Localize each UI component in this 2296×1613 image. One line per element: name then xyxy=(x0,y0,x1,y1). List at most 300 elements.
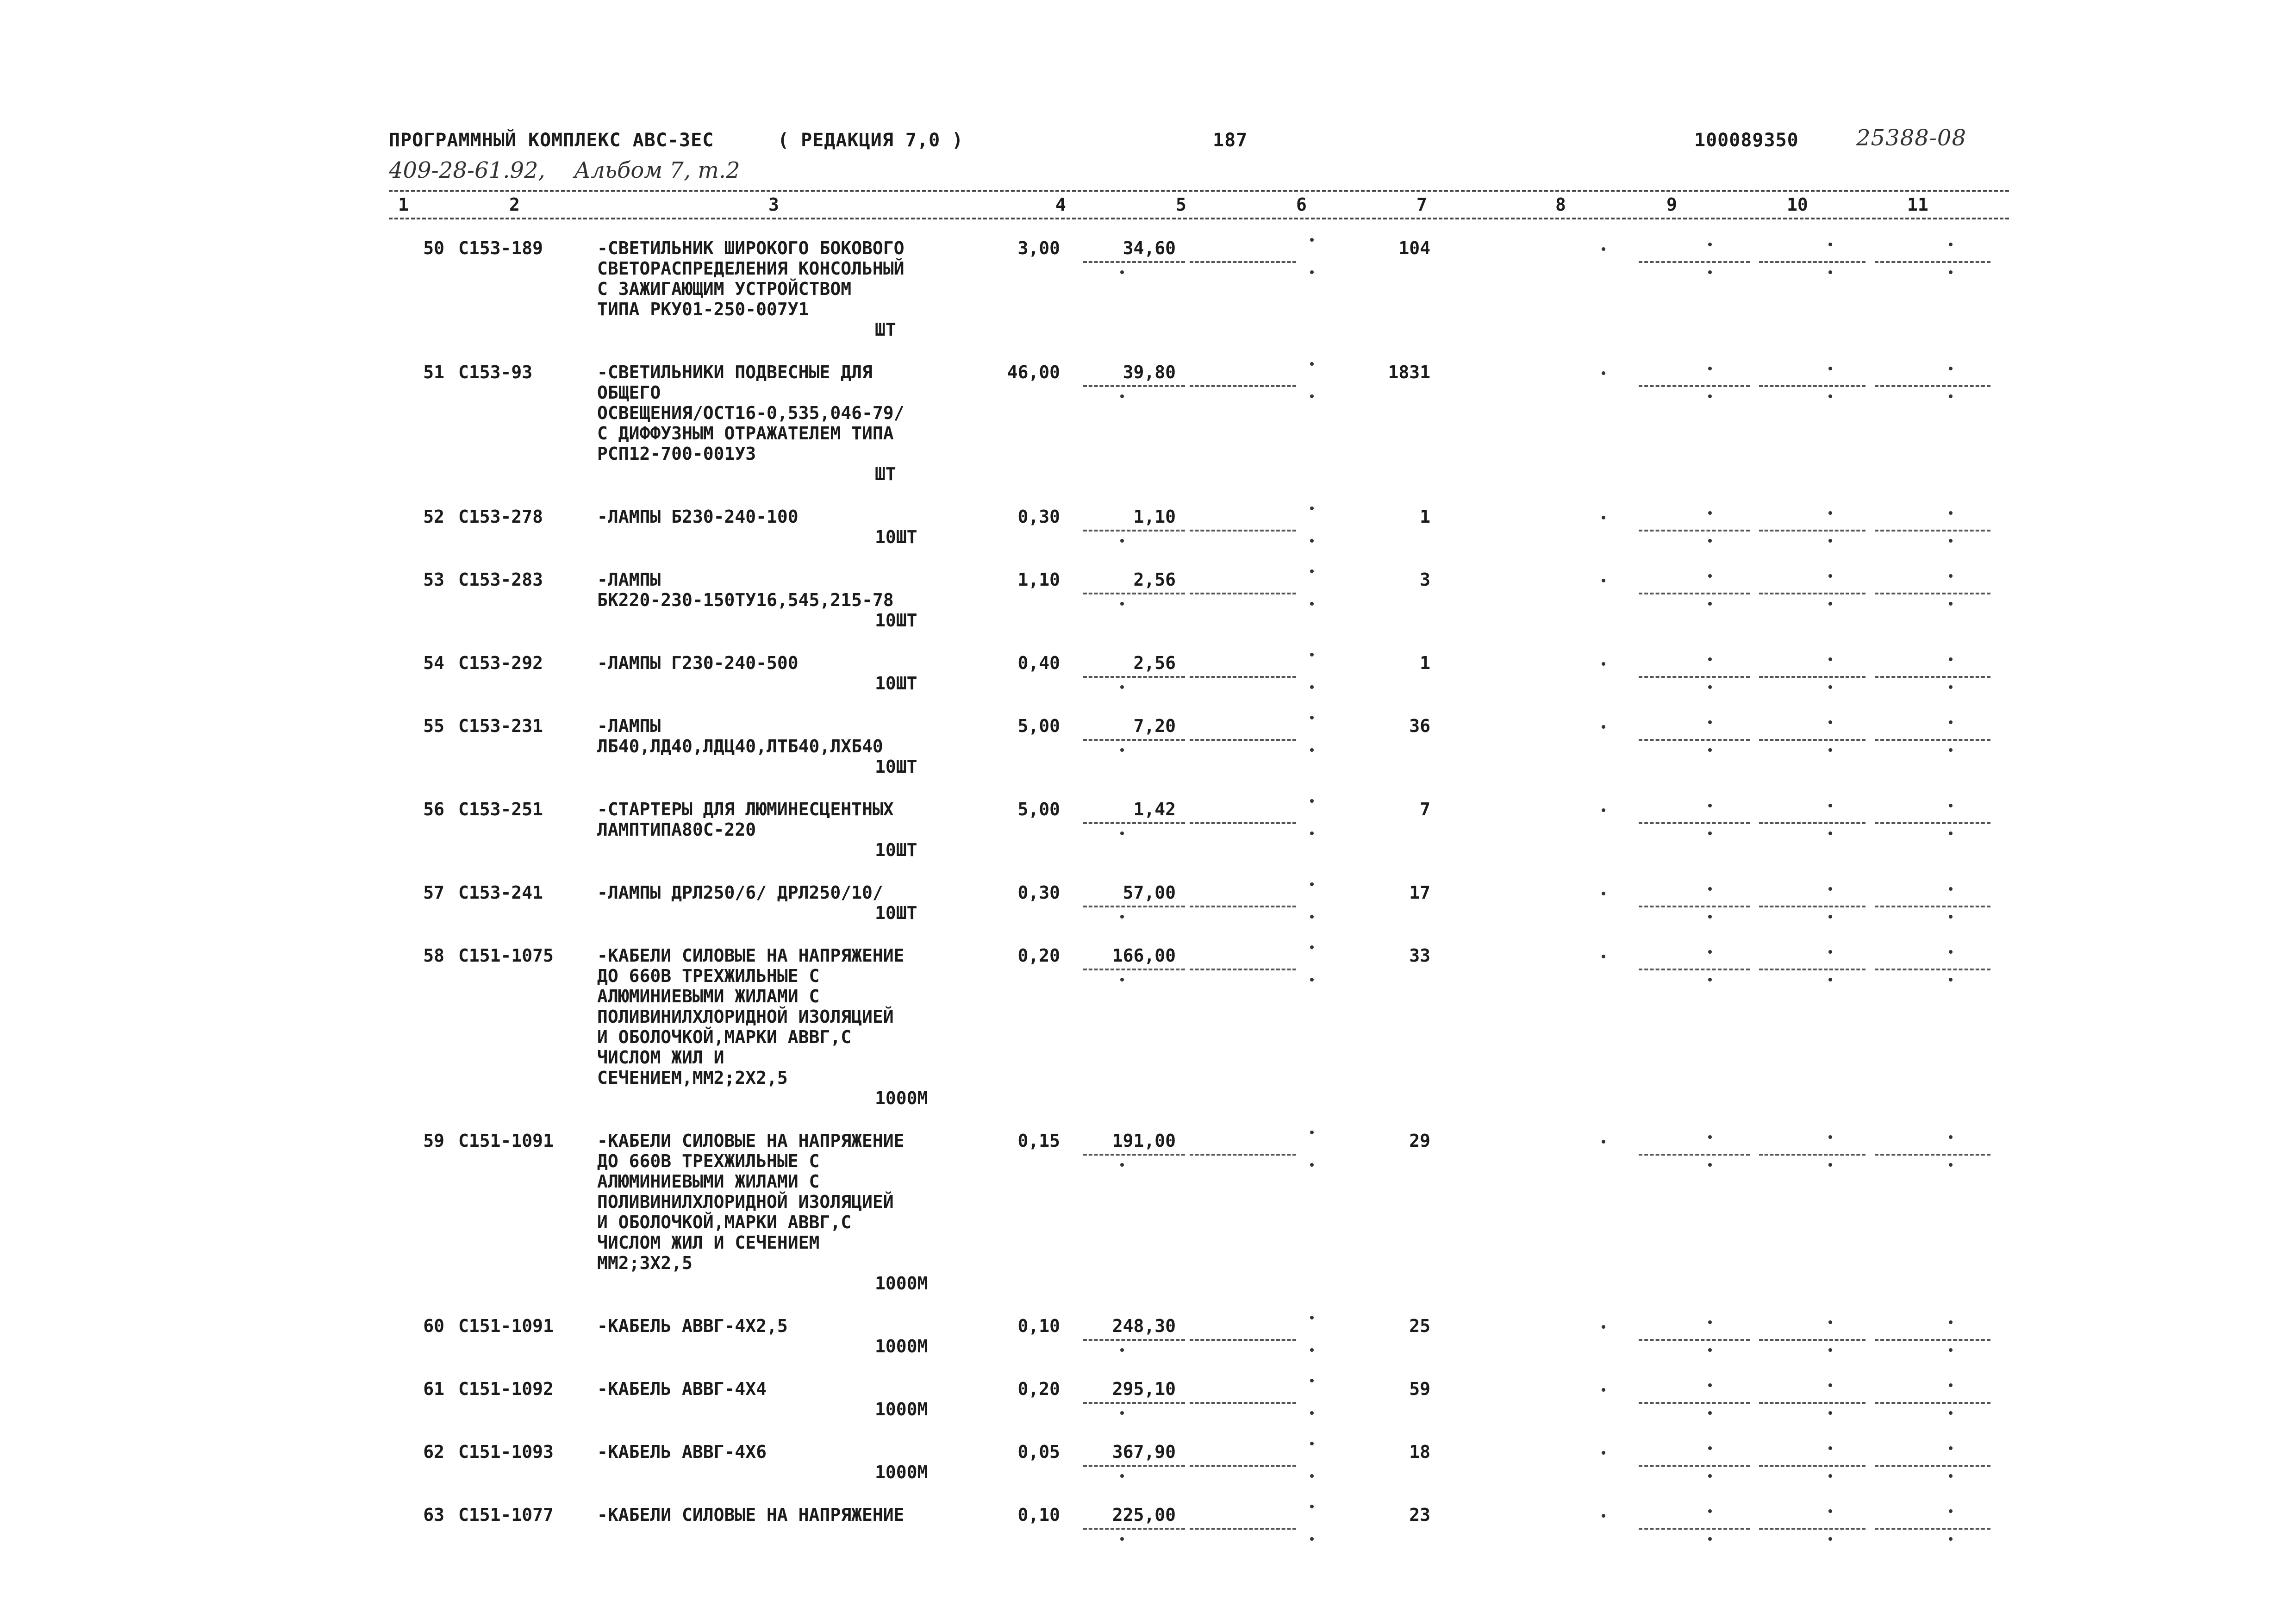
unit-of-measure: 10ШТ xyxy=(875,527,917,547)
dot-mark xyxy=(1708,1383,1712,1387)
dot-mark xyxy=(1708,915,1712,919)
total-cost: 1 xyxy=(1420,653,1430,673)
cell-divider xyxy=(1759,593,1866,594)
column-header: 7 xyxy=(1416,194,1427,215)
quantity: 3,00 xyxy=(1017,238,1060,258)
cell-divider xyxy=(1875,593,1990,594)
unit-of-measure: 10ШТ xyxy=(875,840,917,860)
dot-mark xyxy=(1310,882,1314,886)
cell-divider xyxy=(1759,969,1866,970)
cell-divider xyxy=(1875,739,1990,741)
quantity: 0,20 xyxy=(1017,1379,1060,1399)
column-header: 9 xyxy=(1666,194,1677,215)
cell-divider xyxy=(1639,1465,1750,1467)
divider xyxy=(389,218,2009,219)
dot-mark xyxy=(1949,270,1953,274)
dot-mark xyxy=(1602,725,1605,729)
price-code: С153-292 xyxy=(458,653,543,673)
cell-divider xyxy=(1759,1402,1866,1404)
dot-mark xyxy=(1949,720,1953,724)
cell-divider xyxy=(1639,385,1750,387)
column-header: 1 xyxy=(398,194,409,215)
dot-mark xyxy=(1949,1163,1953,1167)
dot-mark xyxy=(1120,1163,1124,1167)
page-header xyxy=(389,125,2009,157)
row-number: 52 xyxy=(423,506,444,527)
cell-divider xyxy=(1190,1154,1296,1156)
dot-mark xyxy=(1949,950,1953,954)
total-cost: 18 xyxy=(1409,1442,1430,1462)
cell-divider xyxy=(1759,906,1866,907)
total-cost: 1 xyxy=(1420,506,1430,527)
edition: ( РЕДАКЦИЯ 7,0 ) xyxy=(778,130,964,151)
column-header: 2 xyxy=(509,194,520,215)
dot-mark xyxy=(1828,574,1832,578)
dot-mark xyxy=(1828,804,1832,807)
row-number: 54 xyxy=(423,653,444,673)
unit-price: 2,56 xyxy=(1133,569,1176,590)
cell-divider xyxy=(1083,261,1185,263)
dot-mark xyxy=(1602,579,1605,582)
dot-mark xyxy=(1708,1537,1712,1541)
cell-divider xyxy=(1759,676,1866,678)
cell-divider xyxy=(1875,1528,1990,1530)
total-cost: 7 xyxy=(1420,799,1430,819)
dot-mark xyxy=(1828,1411,1832,1415)
cell-divider xyxy=(1639,1339,1750,1341)
dot-mark xyxy=(1828,1474,1832,1478)
document-number: 25388-08 xyxy=(1856,125,1966,151)
cell-divider xyxy=(1875,676,1990,678)
item-description: -ЛАМПЫ БК220-230-150ТУ16,545,215-78 xyxy=(597,569,894,610)
cell-divider xyxy=(1759,822,1866,824)
dot-mark xyxy=(1602,1325,1605,1329)
dot-mark xyxy=(1310,1442,1314,1445)
dot-mark xyxy=(1310,799,1314,803)
cell-divider xyxy=(1083,1339,1185,1341)
price-code: С153-278 xyxy=(458,506,543,527)
dot-mark xyxy=(1602,662,1605,666)
dot-mark xyxy=(1310,1163,1314,1167)
dot-mark xyxy=(1120,270,1124,274)
dot-mark xyxy=(1949,1446,1953,1450)
dot-mark xyxy=(1949,394,1953,398)
dot-mark xyxy=(1828,367,1832,370)
cell-divider xyxy=(1083,1402,1185,1404)
dot-mark xyxy=(1828,978,1832,982)
dot-mark xyxy=(1828,394,1832,398)
unit-of-measure: 10ШТ xyxy=(875,610,917,631)
item-description: -КАБЕЛЬ АВВГ-4Х6 xyxy=(597,1442,767,1462)
dot-mark xyxy=(1602,1451,1605,1455)
cell-divider xyxy=(1083,739,1185,741)
unit-of-measure: 10ШТ xyxy=(875,903,917,923)
table-row xyxy=(389,1505,2009,1545)
dot-mark xyxy=(1949,1474,1953,1478)
price-code: С153-241 xyxy=(458,882,543,903)
cell-divider xyxy=(1083,676,1185,678)
row-number: 57 xyxy=(423,882,444,903)
dot-mark xyxy=(1310,915,1314,919)
row-number: 50 xyxy=(423,238,444,258)
dot-mark xyxy=(1949,574,1953,578)
dot-mark xyxy=(1310,748,1314,752)
price-code: С153-189 xyxy=(458,238,543,258)
quantity: 5,00 xyxy=(1017,799,1060,819)
dot-mark xyxy=(1949,539,1953,543)
dot-mark xyxy=(1828,1320,1832,1324)
dot-mark xyxy=(1310,602,1314,606)
cell-divider xyxy=(1759,385,1866,387)
unit-of-measure: ШТ xyxy=(875,319,896,340)
cell-divider xyxy=(1190,1402,1296,1404)
dot-mark xyxy=(1949,1411,1953,1415)
dot-mark xyxy=(1949,511,1953,515)
cell-divider xyxy=(1083,906,1185,907)
cell-divider xyxy=(1875,969,1990,970)
dot-mark xyxy=(1602,1140,1605,1144)
dot-mark xyxy=(1828,657,1832,661)
dot-mark xyxy=(1310,1379,1314,1382)
price-code: С151-1091 xyxy=(458,1131,554,1151)
unit-price: 34,60 xyxy=(1123,238,1176,258)
dot-mark xyxy=(1708,1474,1712,1478)
dot-mark xyxy=(1949,804,1953,807)
cell-divider xyxy=(1190,969,1296,970)
dot-mark xyxy=(1602,371,1605,375)
column-header: 11 xyxy=(1907,194,1928,215)
unit-of-measure: 1000М xyxy=(875,1462,928,1482)
price-code: С151-1075 xyxy=(458,945,554,966)
album-reference: Альбом 7, т.2 xyxy=(574,157,740,183)
dot-mark xyxy=(1310,506,1314,510)
dot-mark xyxy=(1310,945,1314,949)
dot-mark xyxy=(1310,238,1314,242)
dot-mark xyxy=(1120,602,1124,606)
cell-divider xyxy=(1759,1154,1866,1156)
dot-mark xyxy=(1120,1411,1124,1415)
row-number: 63 xyxy=(423,1505,444,1525)
table-row xyxy=(389,882,2009,923)
cell-divider xyxy=(1639,530,1750,531)
total-cost: 29 xyxy=(1409,1131,1430,1151)
dot-mark xyxy=(1120,832,1124,835)
dot-mark xyxy=(1708,602,1712,606)
dot-mark xyxy=(1949,978,1953,982)
cell-divider xyxy=(1190,822,1296,824)
row-number: 60 xyxy=(423,1316,444,1336)
cell-divider xyxy=(1190,1339,1296,1341)
table-row xyxy=(389,362,2009,484)
cell-divider xyxy=(1190,739,1296,741)
dot-mark xyxy=(1828,748,1832,752)
page-number: 187 xyxy=(1213,130,1248,151)
unit-price: 39,80 xyxy=(1123,362,1176,382)
dot-mark xyxy=(1828,887,1832,891)
cell-divider xyxy=(1190,1528,1296,1530)
price-code: С153-283 xyxy=(458,569,543,590)
dot-mark xyxy=(1602,247,1605,251)
dot-mark xyxy=(1310,1348,1314,1352)
dot-mark xyxy=(1310,1537,1314,1541)
cell-divider xyxy=(1083,1154,1185,1156)
dot-mark xyxy=(1120,915,1124,919)
dot-mark xyxy=(1828,915,1832,919)
document-sheet xyxy=(389,125,2009,1568)
total-cost: 59 xyxy=(1409,1379,1430,1399)
unit-price: 248,30 xyxy=(1112,1316,1176,1336)
dot-mark xyxy=(1949,685,1953,689)
unit-of-measure: 1000М xyxy=(875,1336,928,1357)
item-description: -ЛАМПЫ Б230-240-100 xyxy=(597,506,799,527)
item-description: -КАБЕЛИ СИЛОВЫЕ НА НАПРЯЖЕНИЕ xyxy=(597,1505,905,1525)
dot-mark xyxy=(1602,808,1605,812)
cell-divider xyxy=(1639,1154,1750,1156)
cell-divider xyxy=(1083,969,1185,970)
column-header: 3 xyxy=(768,194,779,215)
cell-divider xyxy=(1639,906,1750,907)
cell-divider xyxy=(1759,530,1866,531)
total-cost: 17 xyxy=(1409,882,1430,903)
cell-divider xyxy=(1875,530,1990,531)
row-number: 58 xyxy=(423,945,444,966)
column-header: 8 xyxy=(1555,194,1566,215)
dot-mark xyxy=(1708,539,1712,543)
dot-mark xyxy=(1949,748,1953,752)
dot-mark xyxy=(1310,270,1314,274)
quantity: 0,15 xyxy=(1017,1131,1060,1151)
cell-divider xyxy=(1759,1339,1866,1341)
item-description: -ЛАМПЫ ЛБ40,ЛД40,ЛДЦ40,ЛТБ40,ЛХБ40 xyxy=(597,716,883,756)
table-row xyxy=(389,506,2009,547)
unit-of-measure: 1000М xyxy=(875,1273,928,1294)
unit-price: 295,10 xyxy=(1112,1379,1176,1399)
dot-mark xyxy=(1708,1135,1712,1139)
unit-of-measure: 1000М xyxy=(875,1399,928,1419)
total-cost: 33 xyxy=(1409,945,1430,966)
table-body xyxy=(389,238,2009,1568)
dot-mark xyxy=(1828,511,1832,515)
dot-mark xyxy=(1828,243,1832,246)
quantity: 0,40 xyxy=(1017,653,1060,673)
cell-divider xyxy=(1639,822,1750,824)
dot-mark xyxy=(1708,720,1712,724)
dot-mark xyxy=(1949,243,1953,246)
item-description: -СВЕТИЛЬНИКИ ПОДВЕСНЫЕ ДЛЯ ОБЩЕГО ОСВЕЩЕНИЯ/ОСТ16-0,535,046-79/ С ДИФФУЗНЫМ ОТРАЖАТЕЛЕМ ТИПА РСП12-700-001У3 xyxy=(597,362,905,464)
item-description: -ЛАМПЫ Г230-240-500 xyxy=(597,653,799,673)
unit-price: 367,90 xyxy=(1112,1442,1176,1462)
item-description: -КАБЕЛИ СИЛОВЫЕ НА НАПРЯЖЕНИЕ ДО 660В ТРЕХЖИЛЬНЫЕ С АЛЮМИНИЕВЫМИ ЖИЛАМИ С ПОЛИВИНИЛХЛОРИДНОЙ ИЗОЛЯЦИЕЙ И ОБОЛОЧКОЙ,МАРКИ АВВГ,С ЧИСЛОМ ЖИЛ И СЕЧЕНИЕМ,ММ2;2Х2,5 xyxy=(597,945,905,1088)
dot-mark xyxy=(1949,1135,1953,1139)
dot-mark xyxy=(1708,978,1712,982)
item-description: -КАБЕЛЬ АВВГ-4Х4 xyxy=(597,1379,767,1399)
dot-mark xyxy=(1310,1131,1314,1134)
dot-mark xyxy=(1708,950,1712,954)
item-description: -СТАРТЕРЫ ДЛЯ ЛЮМИНЕСЦЕНТНЫХ ЛАМПТИПА80С-220 xyxy=(597,799,894,840)
price-code: С151-1092 xyxy=(458,1379,554,1399)
dot-mark xyxy=(1828,1446,1832,1450)
dot-mark xyxy=(1310,1505,1314,1508)
cell-divider xyxy=(1639,1402,1750,1404)
table-row xyxy=(389,716,2009,777)
unit-of-measure: ШТ xyxy=(875,464,896,484)
dot-mark xyxy=(1708,804,1712,807)
dot-mark xyxy=(1949,832,1953,835)
dot-mark xyxy=(1708,685,1712,689)
dot-mark xyxy=(1828,1383,1832,1387)
dot-mark xyxy=(1708,1411,1712,1415)
dot-mark xyxy=(1310,569,1314,573)
item-description: -КАБЕЛИ СИЛОВЫЕ НА НАПРЯЖЕНИЕ ДО 660В ТРЕХЖИЛЬНЫЕ С АЛЮМИНИЕВЫМИ ЖИЛАМИ С ПОЛИВИНИЛХЛОРИДНОЙ ИЗОЛЯЦИЕЙ И ОБОЛОЧКОЙ,МАРКИ АВВГ,С ЧИСЛОМ ЖИЛ И СЕЧЕНИЕМ ММ2;3Х2,5 xyxy=(597,1131,905,1273)
dot-mark xyxy=(1708,243,1712,246)
cell-divider xyxy=(1759,1465,1866,1467)
cell-divider xyxy=(1875,261,1990,263)
cell-divider xyxy=(1639,739,1750,741)
dot-mark xyxy=(1828,1163,1832,1167)
quantity: 0,20 xyxy=(1017,945,1060,966)
table-row xyxy=(389,238,2009,340)
cell-divider xyxy=(1190,676,1296,678)
table-row xyxy=(389,569,2009,631)
dot-mark xyxy=(1310,539,1314,543)
dot-mark xyxy=(1602,892,1605,895)
dot-mark xyxy=(1120,539,1124,543)
dot-mark xyxy=(1708,1509,1712,1513)
dot-mark xyxy=(1828,602,1832,606)
dot-mark xyxy=(1310,832,1314,835)
row-number: 59 xyxy=(423,1131,444,1151)
column-header: 5 xyxy=(1176,194,1186,215)
table-row xyxy=(389,1379,2009,1419)
row-number: 62 xyxy=(423,1442,444,1462)
table-row xyxy=(389,1316,2009,1357)
row-number: 56 xyxy=(423,799,444,819)
cell-divider xyxy=(1190,385,1296,387)
dot-mark xyxy=(1310,653,1314,656)
column-header: 10 xyxy=(1787,194,1808,215)
dot-mark xyxy=(1310,1316,1314,1319)
item-description: -КАБЕЛЬ АВВГ-4Х2,5 xyxy=(597,1316,788,1336)
cell-divider xyxy=(1190,530,1296,531)
dot-mark xyxy=(1949,657,1953,661)
quantity: 0,10 xyxy=(1017,1316,1060,1336)
dot-mark xyxy=(1949,1348,1953,1352)
quantity: 0,30 xyxy=(1017,882,1060,903)
dot-mark xyxy=(1949,367,1953,370)
dot-mark xyxy=(1708,1163,1712,1167)
cell-divider xyxy=(1875,1465,1990,1467)
cell-divider xyxy=(1190,261,1296,263)
dot-mark xyxy=(1828,720,1832,724)
unit-price: 191,00 xyxy=(1112,1131,1176,1151)
unit-price: 1,10 xyxy=(1133,506,1176,527)
code-number: 100089350 xyxy=(1694,130,1799,151)
dot-mark xyxy=(1310,685,1314,689)
column-header: 6 xyxy=(1296,194,1307,215)
quantity: 1,10 xyxy=(1017,569,1060,590)
dot-mark xyxy=(1708,657,1712,661)
table-row xyxy=(389,653,2009,694)
unit-price: 57,00 xyxy=(1123,882,1176,903)
handwritten-reference: 409-28-61.92, xyxy=(389,157,545,183)
cell-divider xyxy=(1083,1528,1185,1530)
dot-mark xyxy=(1310,716,1314,719)
total-cost: 25 xyxy=(1409,1316,1430,1336)
dot-mark xyxy=(1949,887,1953,891)
cell-divider xyxy=(1875,1339,1990,1341)
cell-divider xyxy=(1639,969,1750,970)
dot-mark xyxy=(1828,1135,1832,1139)
dot-mark xyxy=(1949,1320,1953,1324)
dot-mark xyxy=(1828,832,1832,835)
unit-price: 2,56 xyxy=(1133,653,1176,673)
price-code: С151-1091 xyxy=(458,1316,554,1336)
cell-divider xyxy=(1639,261,1750,263)
cell-divider xyxy=(1083,1465,1185,1467)
quantity: 46,00 xyxy=(1007,362,1060,382)
unit-of-measure: 10ШТ xyxy=(875,673,917,694)
item-description: -СВЕТИЛЬНИК ШИРОКОГО БОКОВОГО СВЕТОРАСПРЕДЕЛЕНИЯ КОНСОЛЬНЫЙ С ЗАЖИГАЮЩИМ УСТРОЙСТВОМ ТИПА РКУ01-250-007У1 xyxy=(597,238,905,319)
dot-mark xyxy=(1310,362,1314,366)
total-cost: 23 xyxy=(1409,1505,1430,1525)
dot-mark xyxy=(1310,394,1314,398)
dot-mark xyxy=(1708,1348,1712,1352)
dot-mark xyxy=(1708,511,1712,515)
cell-divider xyxy=(1083,385,1185,387)
dot-mark xyxy=(1708,394,1712,398)
dot-mark xyxy=(1828,950,1832,954)
dot-mark xyxy=(1310,1411,1314,1415)
dot-mark xyxy=(1120,1474,1124,1478)
handwritten-line xyxy=(389,157,2009,190)
unit-price: 225,00 xyxy=(1112,1505,1176,1525)
program-name: ПРОГРАММНЫЙ КОМПЛЕКС АВС-3ЕС xyxy=(389,130,714,151)
table-row xyxy=(389,1131,2009,1294)
price-code: С151-1077 xyxy=(458,1505,554,1525)
total-cost: 104 xyxy=(1398,238,1430,258)
cell-divider xyxy=(1083,822,1185,824)
cell-divider xyxy=(1759,739,1866,741)
cell-divider xyxy=(1190,593,1296,594)
row-number: 55 xyxy=(423,716,444,736)
cell-divider xyxy=(1083,530,1185,531)
dot-mark xyxy=(1120,394,1124,398)
dot-mark xyxy=(1949,1509,1953,1513)
dot-mark xyxy=(1708,748,1712,752)
row-number: 61 xyxy=(423,1379,444,1399)
price-code: С153-251 xyxy=(458,799,543,819)
dot-mark xyxy=(1602,516,1605,519)
dot-mark xyxy=(1828,539,1832,543)
cell-divider xyxy=(1759,1528,1866,1530)
dot-mark xyxy=(1828,1509,1832,1513)
total-cost: 3 xyxy=(1420,569,1430,590)
dot-mark xyxy=(1602,955,1605,958)
row-number: 51 xyxy=(423,362,444,382)
price-code: С153-231 xyxy=(458,716,543,736)
unit-price: 1,42 xyxy=(1133,799,1176,819)
dot-mark xyxy=(1828,1348,1832,1352)
dot-mark xyxy=(1120,978,1124,982)
unit-price: 7,20 xyxy=(1133,716,1176,736)
cell-divider xyxy=(1639,676,1750,678)
table-row xyxy=(389,1442,2009,1482)
dot-mark xyxy=(1120,1348,1124,1352)
unit-price: 166,00 xyxy=(1112,945,1176,966)
unit-of-measure: 1000М xyxy=(875,1088,928,1108)
cell-divider xyxy=(1190,906,1296,907)
column-header-row xyxy=(389,192,2009,218)
